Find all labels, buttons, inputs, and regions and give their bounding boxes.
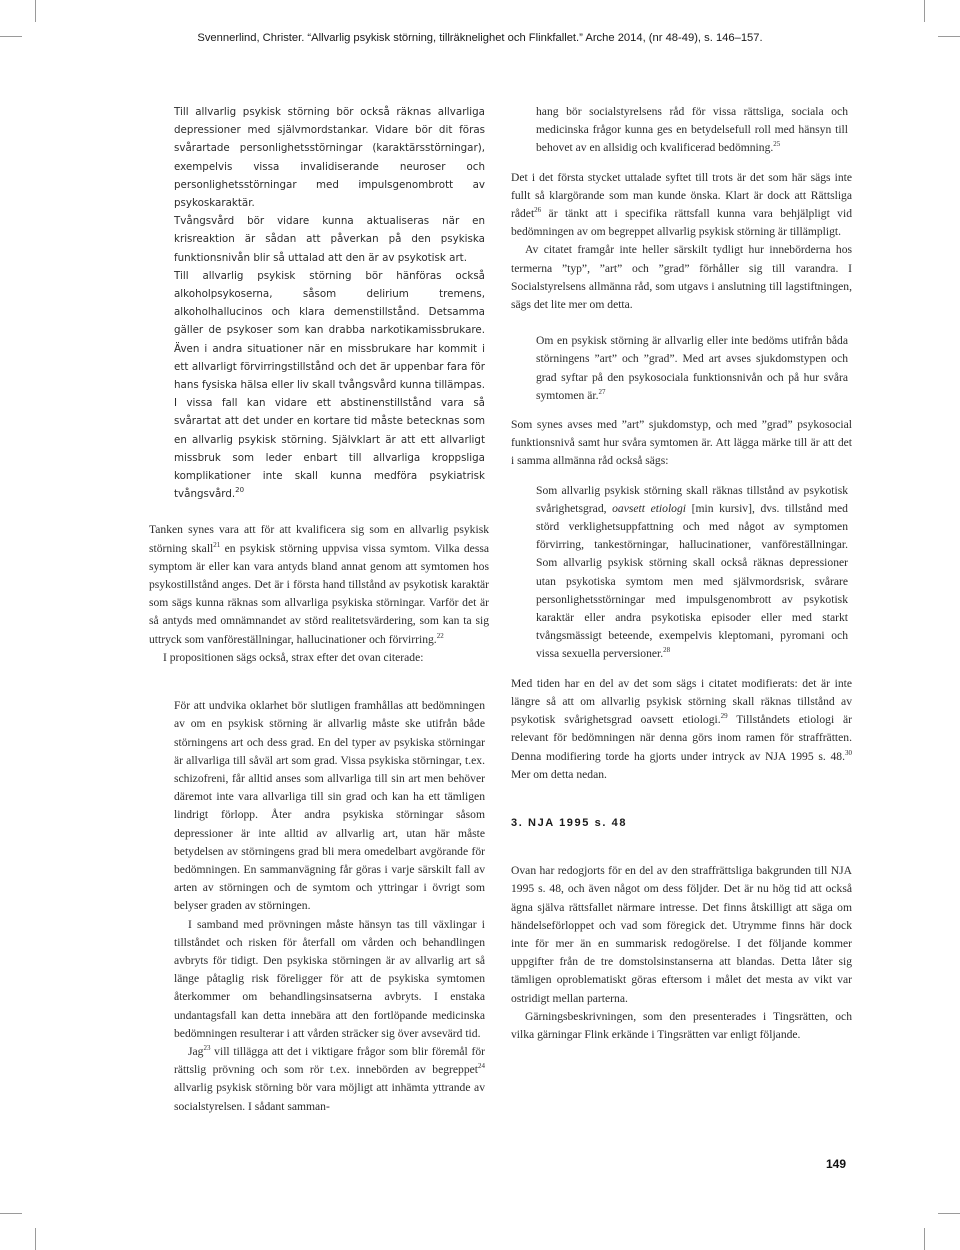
crop-mark <box>0 1213 22 1214</box>
left-column <box>149 103 489 1116</box>
section-heading: 3. NJA 1995 s. 48 <box>511 816 628 829</box>
footnote-ref: 25 <box>773 140 781 149</box>
body-paragraph: Gärningsbeskrivningen, som den presenterades i Tingsrätten, och vilka gärningar Flink erkände i Tingsrätten var enligt följande. <box>511 1009 852 1041</box>
quote-paragraph: Jag$^{23}$ vill tillägga att det i viktigare frågor som blir föremål för rättslig prövning och som rör t.ex. innebörden av begreppet$^{24}$ allvarlig psykisk störning bör vara möjligt att inhämta yttrande av socialstyrelsen. I sådant samman- <box>174 1043 485 1113</box>
quote-paragraph: I samband med prövningen måste hänsyn tas till växlingar i tillståndet och risken för återfall om vården och behandlingen avbryts för tidigt. Den psykiska störningen är av allvarlig art så länge påtaglig risk föreligger för att de psykiska symtomen återkommer om behandlingsinsatserna avbryts. I enstaka undantagsfall kan detta innebära att den fortlöpande medicinska bedömningen resulterar i att vården sträcker sig över avsevärd tid. <box>174 917 485 1040</box>
body-paragraph: Av citatet framgår inte heller särskilt tydligt hur innebörderna hos termerna ”typ”, ”art” och ”grad” förhåller sig till varandra. I Socialstyrelsens allmänna råd, som utgavs i anslutning till lagstiftningen, sägs det lite mer om detta. <box>511 243 852 312</box>
footnote-ref: 24 <box>478 1062 485 1071</box>
page-number: 149 <box>826 1157 847 1171</box>
footnote-ref: 26 <box>534 206 542 215</box>
citation-header: Svennerlind, Christer. “Allvarlig psykisk störning, tillräknelighet och Flinkfallet.” Arche 2014, (nr 48-49), s. 146–157. <box>197 32 763 44</box>
quote-paragraph: Till allvarlig psykisk störning bör också räknas allvarliga depressioner med självmordstankar. Vidare bör dit föras svårartade personlighetsstörningar (karaktärsstörningar), exempelvis vissa invalidiserande neuroser och personlighetsstörningar med impulsgenombrott av psykoskaraktär. <box>174 106 485 210</box>
footnote-ref: 21 <box>213 540 221 549</box>
blockquote-proposition <box>149 103 489 503</box>
quote-paragraph: Till allvarlig psykisk störning bör hänföras också alkoholpsykoserna, såsom delirium tremens, alkoholhallucinos och klara demenstillstånd. Detsamma gäller de psykoser som kan drabba narkotikamissbrukare. Även i andra situationer när en missbrukare har kommit i ett allvarligt förvirringstillstånd och det är uppenbar fara för hans fysiska hälsa eller liv skall tvångsvård kunna tillämpas. I vissa fall kan vidare ett abstinenstillstånd vara så svårartat att det under en kortare tid måste betecknas som en allvarlig psykisk störning. Självklart är att ett allvarligt missbruk som leder enbart till allvarliga kroppsliga komplikationer inte skall kunna medföra psykiatrisk tvångsvård.$^{20}$ <box>174 269 485 501</box>
body-paragraph: Ovan har redogjorts för en del av den straffrättsliga bakgrunden till NJA 1995 s. 48, och även något om dess följder. Det är nu hög tid att också ägna själva rättsfallet närmare intresse. Det finns åtskilligt att säga om händelseförloppet och vad som föregick det. Utrymme finns här dock inte för mer än en summarisk redogörelse. I det följande kommer uppgifter från de tre domstolsinstanserna att blandas. Detta låter sig tämligen oproblematiskt göras eftersom i målet det mesta av vikt var ostridigt mellan parterna. <box>511 864 852 1005</box>
footnote-ref: 23 <box>203 1043 211 1052</box>
crop-mark <box>35 1228 36 1250</box>
crop-mark <box>924 0 925 22</box>
footnote-ref: 22 <box>436 631 444 640</box>
body-paragraph: Som synes avses med ”art” sjukdomstyp, och med ”grad” psykosocial funktionsnivå samt hur svåra symtomen är. Att lägga märke till är att det i samma allmänna råd också sägs: <box>511 418 852 468</box>
quote-paragraph: Som allvarlig psykisk störning skall räknas tillstånd av psykotisk svårighetsgrad, oavsett etiologi [min kursiv], dvs. tillstånd med störd verklighetsuppfattning och med något av symptomen förvirring, tankestörningar, hallucinationer, vanföreställningar. Som allvarlig psykisk störning skall också räknas depressioner utan psykotiska symtom men med självmordsrisk, svårare personlighetsstörningar med impulsgenombrott av psykotisk karaktär eller andra psykotiska episoder eller med starkt tvångsmässigt beteende, exempelvis kleptomani, pyromani och vissa sexuella perversioner.$^{28}$ <box>536 483 848 661</box>
quote-paragraph: För att undvika oklarhet bör slutligen framhållas att bedömningen av om en psykisk störning är allvarlig måste ske utifrån både störningens art och dess grad. En del typer av psykiska störningar är allvarliga till såväl art som grad. Vissa psykiska störningar, t.ex. schizofreni, får alltid anses som allvarliga till sin art men behöver däremot inte vara allvarliga till sin grad och kan ha ett tämligen lindrigt förlopp. Åter andra psykiska störningar såsom depressioner är inte alltid av allvarlig art, utan här måste betydelsen av störningens grad bli mera omedelbart avgörande för bedömningen. En sammanvägning får göras i varje särskilt fall av arten av störningen och de symtom och yttringar i övrigt som belyser graden av störningen. <box>174 699 485 913</box>
body-paragraph: Med tiden har en del av det som sägs i citatet modifierats: det är inte längre så att om allvarlig psykisk störning skall räknas tillstånd av psykotisk svårighetsgrad oavsett etiologi.$^{29}$ Tillståndets etiologi är relevant för bedömningen när denna görs inom ramen för straffrätten. Denna modifiering torde ha gjorts under intryck av NJA 1995 s. 48.30 Mer om detta nedan. <box>511 676 852 781</box>
crop-mark <box>924 1228 925 1250</box>
blockquote-allmanna-rad <box>511 482 852 664</box>
blockquote-proposition-2 <box>149 697 489 1116</box>
footnote-ref: 28 <box>663 646 671 655</box>
right-column <box>511 103 852 1044</box>
body-paragraph: Det i det första stycket uttalade syftet till trots är det som här sägs inte fullt så klargörande som man kunde önska. Klart är dock att Rättsliga rådet$^{26}$ är tänkt att i specifika rättsfall kunna vara behjälpligt vid bedömningen av om begreppet allvarlig psykisk störning är tillämpligt. <box>511 170 852 239</box>
body-paragraph: Tanken synes vara att för att kvalificera sig som en allvarlig psykisk störning skall$^{21}$ en psykisk störning uppvisa vissa symtom. Vilka dessa symptom är eller kan vara antyds bland annat genom att symtomen hos psykostillstånd anges. Det är i första hand tillstånd av psykotisk karaktär som sägs kunna räknas som allvarliga psykiska störningar. Varför det är så antyds med omnämnandet av störd realitetsvärdering, som kan ta sig uttryck som vanföreställningar, hallucinationer och förvirring.$^{22}$ <box>149 523 489 646</box>
blockquote-continued <box>511 103 852 158</box>
crop-mark <box>938 1213 960 1214</box>
footnote-ref: 20 <box>235 486 245 495</box>
quote-paragraph: hang bör socialstyrelsens råd för vissa rättsliga, sociala och medicinska frågor kunna ges en betydelsefull roll med hänsyn till behovet av en allsidig och kvalificerad bedömning.$^{25}$ <box>536 105 848 155</box>
body-paragraph: I propositionen sägs också, strax efter det ovan citerade: <box>163 650 424 664</box>
blockquote-socialstyrelsen <box>511 332 852 405</box>
footnote-ref: 30 <box>845 748 852 757</box>
quote-paragraph: Tvångsvård bör vidare kunna aktualiseras när en krisreaktion är sådan att påverkan på den psykiska funktionsnivån blir så uttalad att den är av psykotisk art. <box>174 215 485 264</box>
crop-mark <box>35 0 36 22</box>
quote-paragraph: Om en psykisk störning är allvarlig eller inte bedöms utifrån båda störningens ”art” och ”grad”. Med art avses sjukdomstypen och grad syftar på den psykosociala funktionsnivån och på hur svåra symtomen är.$^{27}$ <box>536 334 848 402</box>
footnote-ref: 29 <box>720 712 728 721</box>
footnote-ref: 27 <box>598 387 606 396</box>
